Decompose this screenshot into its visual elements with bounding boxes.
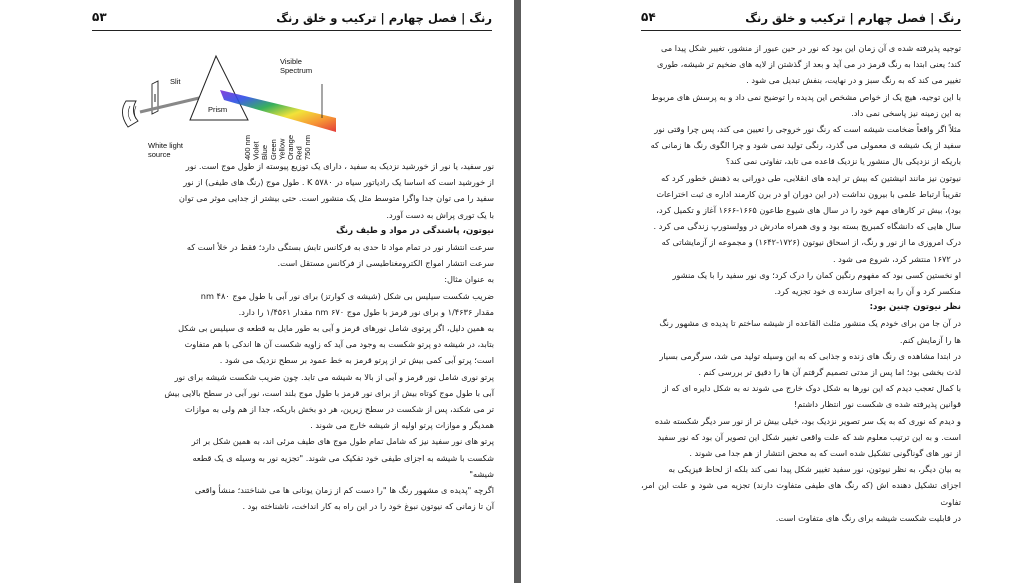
spectrum-label-5: Orange — [286, 134, 295, 160]
text-line: و دیدم که نوری که به یک سر تصویر نزدیک بود، خیلی بیش تر از نور سر دیگر شکسته شده — [654, 415, 961, 426]
page-number: ۵۳ — [92, 10, 107, 24]
text-line: به بیان دیگر، به نظر نیوتون، نور سفید تغییر شکل پیدا نمی کند بلکه از لحاظ فیزیکی به — [668, 464, 961, 475]
text-line: شکست با شیشه به اجزای طیفی خود تفکیک می شوند. "تجزیه نور به وسیله ی یک قطعه — [192, 452, 494, 463]
text-line: بود)، بیش تر کارهای مهم خود را در سال های شیوع طاعون ۱۶۶۵-۱۶۶۶ آغاز و تکمیل کرد، — [656, 205, 961, 216]
page-number: ۵۴ — [641, 10, 656, 24]
prism-label: Prism — [208, 105, 228, 114]
text-line: به این زمینه نیز پاسخی نمی داد. — [851, 107, 961, 118]
running-title: رنگ | فصل چهارم | ترکیب و خلق رنگ — [276, 11, 492, 25]
white-light-label: White light — [148, 141, 184, 150]
page-header — [92, 8, 492, 31]
text-line: در آن جا من برای خودم یک منشور مثلث القاعده از شیشه ساختم تا پدیده ی مشهور رنگ — [659, 318, 961, 329]
text-line: آبی با طول موج کوتاه بیش از برای نور قرمز با طول موج بلند است، نور آبی در سطح بالایی بیش — [164, 387, 494, 398]
text-line: همدیگر و موازات پرتو اولیه از شیشه خارج می شوند . — [310, 420, 494, 431]
text-line: است؛ پرتو آبی کمی بیش تر از پرتو قرمز به خط عمود بر سطح نزدیک می شود . — [219, 355, 494, 366]
text-line: است. و به این ترتیب معلوم شد که علت واقعی تغییر شکل این تصویر آن بود که نور سفید — [657, 431, 961, 442]
text-line: در ابتدا مشاهده ی رنگ های زنده و جذابی که به این وسیله تولید می شد، سرگرمی بسیار — [659, 350, 961, 361]
text-line: آن تا زمانی که نیوتون نبوغ خود را در این راه به کار انداخت، ناشناخته بود . — [242, 501, 494, 512]
text-line: توجیه پذیرفته شده ی آن زمان این بود که نور در حین عبور از منشور، تغییر شکل پیدا می — [660, 43, 961, 53]
text-line: ضریب شکست سیلیس بی شکل (شیشه ی کوارتز) برای نور آبی با طول موج ۴۸۰ nm — [200, 290, 494, 301]
section-heading: نیوتون، پاشندگی در مواد و طیف رنگ — [336, 225, 494, 236]
text-line: با کمال تعجب دیدم که این نورها به شکل دوک خارج می شوند نه به شکل دایره ای که از — [662, 383, 961, 394]
text-line: مقدار ۱/۴۶۳۶ و برای نور قرمز با طول موج ۶۷۰ nm مقدار ۱/۴۵۶۱ را دارد. — [238, 306, 494, 317]
text-line: ها را آزمایش کنم. — [899, 334, 961, 345]
spectrum-label-2: Blue — [260, 144, 270, 160]
text-line: سفید را می توان جدا واگرا متوسط مثل یک منشور است. حتی بیشتر از جدایی موثر می توان — [178, 193, 494, 204]
text-line: نور سفید، یا نور از خورشید نزدیک به سفید ، دارای یک توزیع پیوسته از طول موج است. نور — [185, 161, 494, 171]
right-page — [521, 0, 1024, 583]
light-source — [122, 101, 138, 127]
text-line: سرعت انتشار امواج الکترومغناطیسی از فرکانس مستقل است. — [277, 258, 494, 269]
text-line: سرعت انتشار نور در تمام مواد تا حدی به فرکانس تابش بستگی دارد؛ فقط در خلأ است که — [186, 242, 494, 253]
right-body-text — [641, 40, 961, 526]
text-line: مثلاً اگر واقعاً ضخامت شیشه است که رنگ نور خروجی را تعیین می کند، پس چرا وقتی نور — [654, 124, 961, 135]
text-line: او نخستین کسی بود که مفهوم رنگین کمان را درک کرد؛ وی نور سفید را با یک منشور — [672, 269, 961, 280]
text-line: تر می شکند، پس از شکست در سطح زیرین، هر دو بخش باریکه، جدا از هم ولی به موازات — [184, 404, 494, 415]
text-line: در قابلیت شکست شیشه برای رنگ های متفاوت است. — [775, 512, 961, 523]
spectrum-label: Spectrum — [280, 66, 313, 75]
spectrum-label-7: 750 nm — [303, 134, 313, 160]
text-line: سفید از یک شیشه ی معمولی می گذرد، رنگی تولید نمی شود و چرا الگوی رنگ ها زمانی که — [650, 140, 961, 151]
spectrum-label-6: Red — [294, 146, 304, 160]
text-line: پرتو های نور سفید نیز که شامل تمام طول موج های طیف مرئی اند، به همین شکل بر اثر — [191, 436, 494, 447]
text-line: از نور های گوناگونی تشکیل شده است که به محض انتشار از هم جدا می شوند . — [689, 448, 961, 459]
text-line: نیوتون نیز مانند انیشتین که بیش تر ایده های انقلابی، طی دورانی به ذهنش خطور کرد که — [661, 172, 961, 183]
source-label: source — [148, 150, 171, 159]
text-line: منکسر کرد و آن را به اجزای سازنده ی خود تجزیه کرد. — [774, 286, 961, 297]
spectrum-label-0: 400 nm — [243, 134, 252, 160]
text-line: کند؛ یعنی ابتدا به رنگ قرمز در می آید و بعد از گذشتن از لایه های ضخیم تر شیشه، طوری — [656, 59, 961, 70]
slit-label: Slit — [170, 77, 181, 86]
section-heading: نظر نیوتون چنین بود: — [869, 302, 961, 313]
page-gutter — [514, 0, 521, 583]
text-line: به عنوان مثال: — [444, 274, 494, 285]
spectrum-label-1: Violet — [251, 141, 261, 160]
left-body-text — [92, 158, 494, 514]
spectrum-label-3: Green — [268, 139, 278, 160]
text-line: درک امروزی ما از نور و رنگ، از اسحاق نیوتون (۱۷۲۶-۱۶۴۲) و مجموعه از آزمایشاتی که — [661, 237, 961, 248]
text-line: اجزای تشکیل دهنده اش (که رنگ های طیفی متفاوت دارند) تجزیه می شود و علت این امر، تفاوت — [641, 480, 961, 507]
visible-label: Visible — [280, 57, 302, 66]
text-line: باریکه از نزدیکی بال منشور یا نزدیک قاعده می تابد، تفاوتی نمی کند؟ — [725, 156, 961, 167]
text-line: در ۱۶۷۲ منتشر کرد، شروع می شود . — [832, 253, 961, 264]
running-title: رنگ | فصل چهارم | ترکیب و خلق رنگ — [745, 11, 961, 25]
text-line: اگرچه "پدیده ی مشهور رنگ ها "را دست کم از زمان یونانی ها می شناختند؛ منشأ واقعی — [194, 485, 494, 496]
spectrum-label-4: Yellow — [277, 138, 287, 160]
text-line: تغییر می کند که به رنگ سبز و در نهایت، بنفش تبدیل می شود . — [746, 75, 961, 86]
spectrum-wavelength-labels — [243, 135, 312, 160]
text-line: سال هایی که دانشگاه کمبریج بسته بود و وی همراه مادرش در وولستورپ زندگی می کرد . — [653, 221, 961, 232]
text-line: قوانین پذیرفته شده ی شکست نور انتظار داشتم! — [794, 399, 961, 410]
text-line: به همین دلیل، اگر پرتوی شامل نورهای قرمز و آبی به طور مایل به قطعه ی سیلیس بی شکل — [178, 323, 494, 334]
text-line: شیشه" — [469, 468, 494, 479]
prism-spectrum-figure — [108, 46, 348, 161]
text-line: از خورشید است که اساسا یک رادیاتور سیاه در K ۵۷۸۰ . طول موج (رنگ های طیفی) از نور — [183, 177, 494, 188]
text-line: پرتو نوری شامل نور قرمز و آبی از بالا به شیشه می تابد. چون ضریب شکست شیشه برای نور — [174, 371, 494, 382]
text-line: تقریباً ارتباط علمی با بیرون نداشت (در این دوران او در برن کارمند اداره ی ثبت اختراعات — [656, 188, 961, 199]
text-line: بتابد، در شیشه دو پرتو شکست به وجود می آید که زاویه شکست آن ها اندکی با هم متفاوت — [184, 339, 494, 350]
text-line: لذت بخشی بود؛ اما پس از مدتی تصمیم گرفتم آن ها را دقیق تر بررسی کنم . — [698, 367, 961, 378]
text-line: با یک توری پراش به دست آورد. — [386, 209, 494, 220]
text-line: با این توجیه، هیچ یک از خواص مشخص این پدیده را توضیح نمی داد و به پرسش های مربوط — [651, 91, 961, 102]
page-header — [641, 8, 961, 31]
